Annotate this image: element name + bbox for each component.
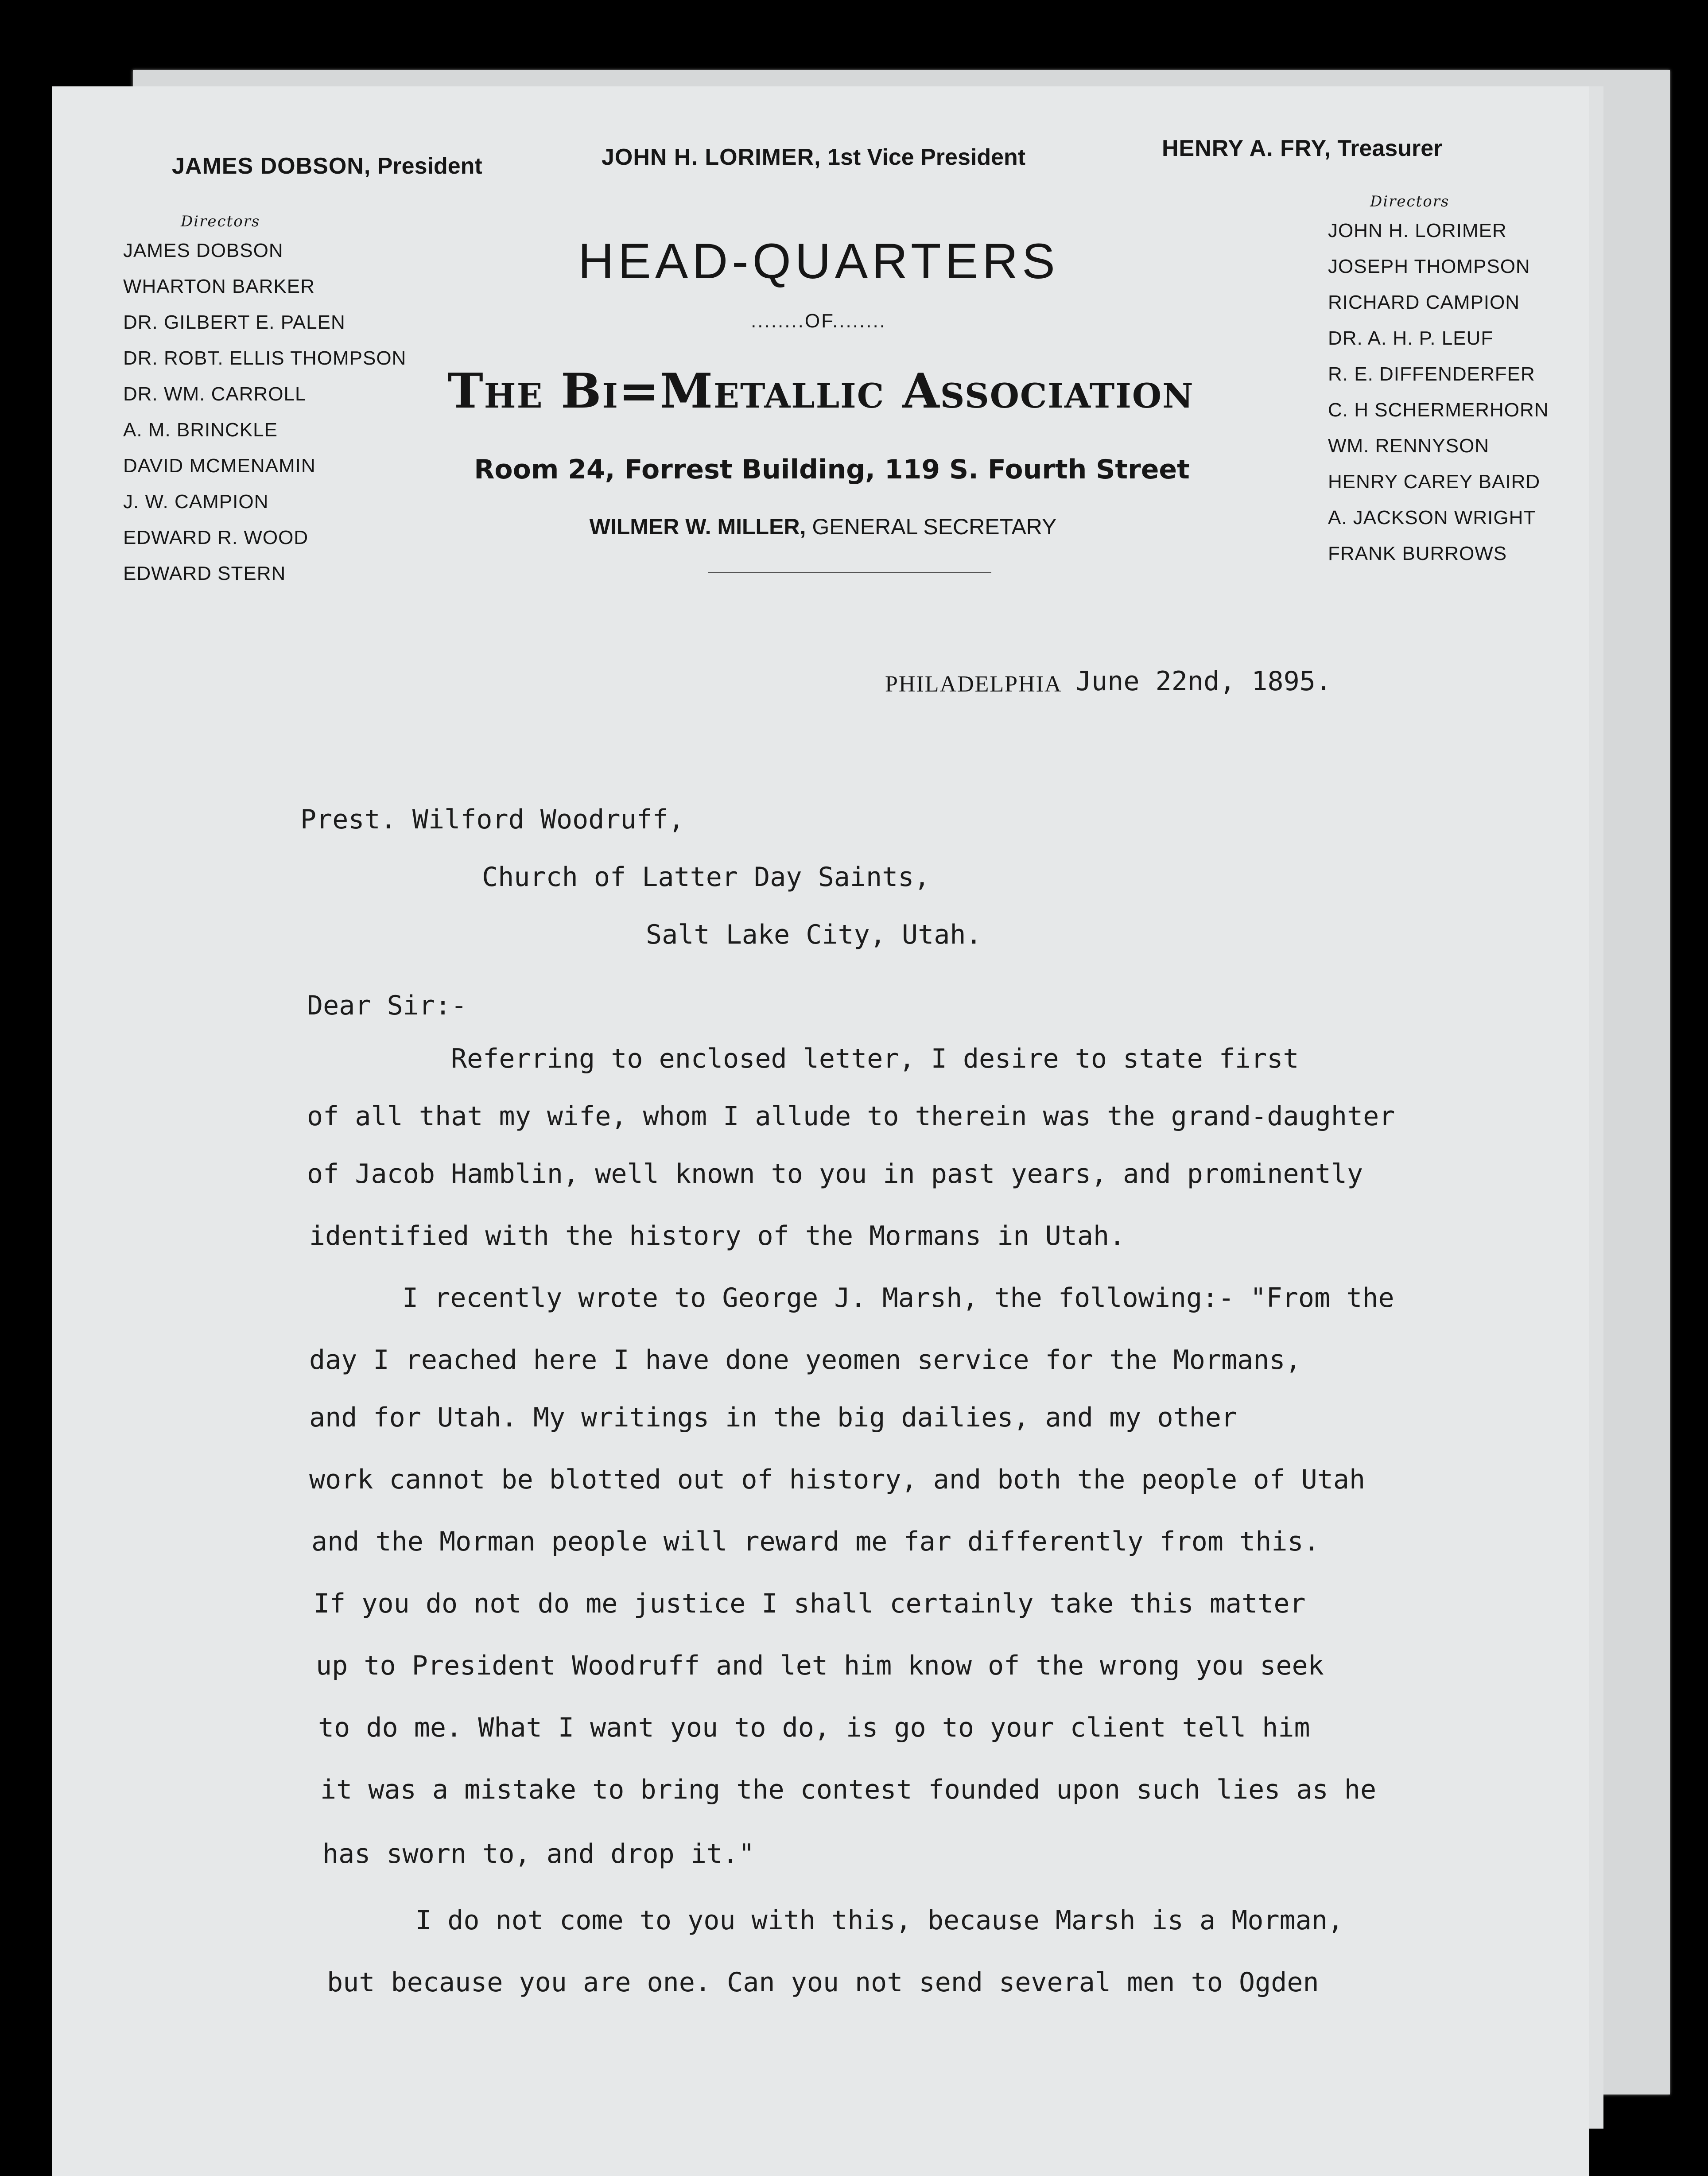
director-name: J. W. CAMPION bbox=[123, 491, 269, 513]
treasurer bbox=[1162, 135, 1442, 162]
body-line: to do me. What I want you to do, is go to your client tell him bbox=[318, 1712, 1310, 1743]
director-name: EDWARD STERN bbox=[123, 563, 286, 584]
body-line: If you do not do me justice I shall certainly take this matter bbox=[314, 1588, 1306, 1619]
addressee-line: Church of Latter Day Saints, bbox=[482, 862, 930, 893]
president-title: President bbox=[377, 153, 482, 179]
director-name: WM. RENNYSON bbox=[1328, 435, 1489, 457]
association-name: The Bi=Metallic Association bbox=[447, 363, 1194, 419]
letter-page bbox=[52, 86, 1589, 2176]
vice-president-name: JOHN H. LORIMER, bbox=[602, 144, 821, 170]
body-line: day I reached here I have done yeomen service for the Mormans, bbox=[309, 1344, 1301, 1376]
director-name: DAVID MCMENAMIN bbox=[123, 455, 316, 477]
director-name: JOSEPH THOMPSON bbox=[1328, 256, 1530, 277]
director-name: R. E. DIFFENDERFER bbox=[1328, 363, 1535, 385]
left-directors-list bbox=[123, 233, 406, 591]
director-name: DR. ROBT. ELLIS THOMPSON bbox=[123, 347, 407, 369]
body-line: has sworn to, and drop it." bbox=[322, 1838, 755, 1869]
secretary-title: GENERAL SECRETARY bbox=[812, 514, 1057, 539]
director-name: A. M. BRINCKLE bbox=[123, 419, 278, 441]
director-name: JAMES DOBSON bbox=[123, 240, 283, 261]
headquarters-title: HEAD-QUARTERS bbox=[578, 233, 1059, 289]
body-line: of all that my wife, whom I allude to therein was the grand-daughter bbox=[307, 1101, 1395, 1132]
body-line: it was a mistake to bring the contest founded upon such lies as he bbox=[320, 1774, 1377, 1805]
body-line: Referring to enclosed letter, I desire to state first bbox=[451, 1043, 1299, 1074]
director-name: A. JACKSON WRIGHT bbox=[1328, 507, 1536, 528]
director-name: WHARTON BARKER bbox=[123, 276, 315, 297]
vice-president-title: 1st Vice President bbox=[827, 144, 1026, 170]
of-divider: ........OF........ bbox=[751, 310, 886, 332]
body-line: I do not come to you with this, because Marsh is a Morman, bbox=[415, 1905, 1344, 1936]
treasurer-title: Treasurer bbox=[1337, 136, 1443, 161]
letterhead-rule bbox=[708, 572, 991, 573]
body-line: and the Morman people will reward me far differently from this. bbox=[311, 1526, 1320, 1557]
right-directors-list bbox=[1328, 213, 1549, 571]
secretary-name: WILMER W. MILLER, bbox=[589, 514, 806, 539]
general-secretary bbox=[504, 514, 1142, 540]
president-name: JAMES DOBSON, bbox=[172, 153, 371, 179]
director-name: JOHN H. LORIMER bbox=[1328, 220, 1507, 241]
director-name: C. H SCHERMERHORN bbox=[1328, 399, 1549, 421]
body-line: and for Utah. My writings in the big dailies, and my other bbox=[309, 1402, 1238, 1433]
left-directors-heading: Directors bbox=[181, 213, 260, 230]
president bbox=[172, 153, 482, 179]
association-address: Room 24, Forrest Building, 119 S. Fourth Street bbox=[474, 454, 1190, 485]
director-name: EDWARD R. WOOD bbox=[123, 527, 309, 548]
director-name: DR. WM. CARROLL bbox=[123, 383, 307, 405]
body-line: of Jacob Hamblin, well known to you in past years, and prominently bbox=[307, 1158, 1363, 1189]
director-name: HENRY CAREY BAIRD bbox=[1328, 471, 1541, 493]
addressee-line: Salt Lake City, Utah. bbox=[646, 919, 982, 950]
addressee-line: Prest. Wilford Woodruff, bbox=[300, 804, 684, 835]
vice-president bbox=[602, 144, 1025, 171]
letter-place: PHILADELPHIA bbox=[885, 672, 1062, 697]
body-line: work cannot be blotted out of history, and both the people of Utah bbox=[309, 1464, 1366, 1495]
treasurer-name: HENRY A. FRY, bbox=[1162, 136, 1331, 161]
body-line: up to President Woodruff and let him know of the wrong you seek bbox=[316, 1650, 1324, 1681]
letter-date: June 22nd, 1895. bbox=[1075, 666, 1331, 697]
salutation: Dear Sir:- bbox=[307, 990, 467, 1021]
director-name: FRANK BURROWS bbox=[1328, 543, 1507, 564]
director-name: DR. A. H. P. LEUF bbox=[1328, 327, 1494, 349]
director-name: RICHARD CAMPION bbox=[1328, 291, 1520, 313]
body-line: identified with the history of the Mormans in Utah. bbox=[309, 1220, 1126, 1251]
director-name: DR. GILBERT E. PALEN bbox=[123, 311, 345, 333]
right-directors-heading: Directors bbox=[1370, 193, 1450, 210]
body-line: I recently wrote to George J. Marsh, the following:- "From the bbox=[402, 1282, 1394, 1313]
body-line: but because you are one. Can you not send several men to Ogden bbox=[327, 1967, 1319, 1998]
